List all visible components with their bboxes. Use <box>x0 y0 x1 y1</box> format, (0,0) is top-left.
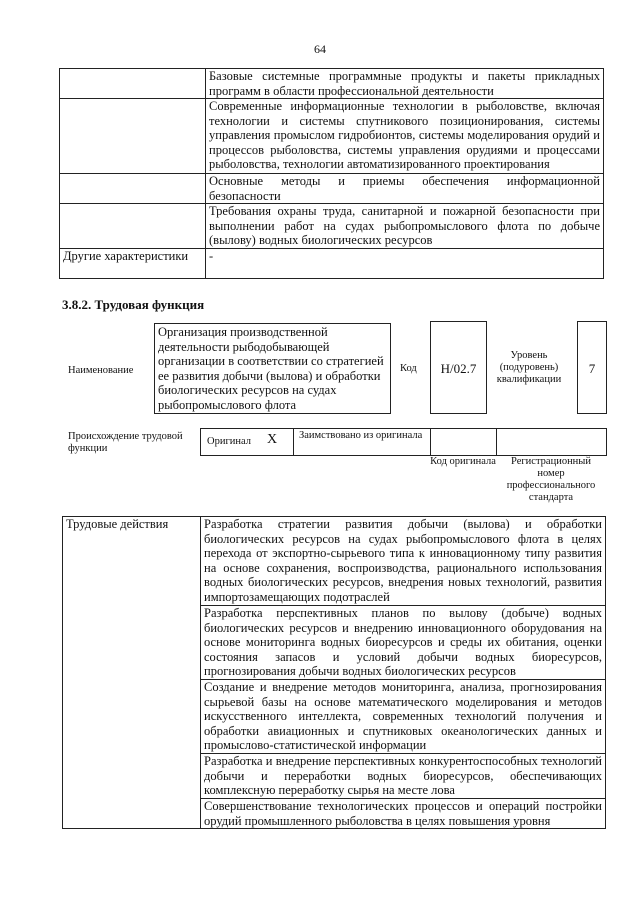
row-key <box>60 69 206 99</box>
divider <box>430 429 431 455</box>
code-box <box>430 321 487 414</box>
original-mark: X <box>267 432 278 447</box>
table-row <box>60 69 604 99</box>
row-key <box>60 99 206 174</box>
row-value: Основные методы и приемы обеспечения информационной безопасности <box>206 174 604 204</box>
code-caption: Код оригинала <box>430 456 496 467</box>
origin-row <box>200 428 607 456</box>
knowledge-table <box>59 68 604 279</box>
action-item: Разработка стратегии развития добычи (вылова) и обработки биологических ресурсов на судах рыбопромыслового флота в целях перехода от экспортно-сырьевого типа к инновационному типу развития на основе сохранения, воспроизводства, рационального использования водных биологических ресурсов, внедрения новых технологий, развития импортозамещающих подотраслей <box>201 517 606 606</box>
divider <box>293 429 294 455</box>
level-label: Уровень (подуровень) квалификации <box>496 350 562 385</box>
actions-table <box>62 516 606 829</box>
divider <box>496 429 497 455</box>
row-key <box>60 174 206 204</box>
row-key: Другие характеристики <box>60 249 206 279</box>
row-value: Требования охраны труда, санитарной и пожарной безопасности при выполнении работ на судах рыбопромыслового флота по добыче (вылову) водных биологических ресурсов <box>206 204 604 249</box>
row-value: - <box>206 249 604 279</box>
section-title: 3.8.2. Трудовая функция <box>62 297 205 312</box>
level-box <box>577 321 607 414</box>
action-item: Совершенствование технологических процессов и операций постройки орудий промышленного рыболовства в целях повышения уровня <box>201 799 606 829</box>
row-key <box>60 204 206 249</box>
origin-label: Происхождение трудовой функции <box>68 431 183 454</box>
original-label: Оригинал <box>207 436 251 447</box>
function-name-box <box>154 323 391 414</box>
action-item: Создание и внедрение методов мониторинга, анализа, прогнозирования сырьевой базы на основе математического моделирования и методов искусственного интеллекта, современных технологий получения и обработки авиационных и спутниковых океанологических данных и промыслово-статистической информации <box>201 680 606 754</box>
table-row <box>60 174 604 204</box>
action-item: Разработка и внедрение перспективных конкурентоспособных технологий добычи и переработки водных биоресурсов, обеспечивающих комплексную переработку сырья на месте лова <box>201 754 606 799</box>
code-label: Код <box>400 363 417 374</box>
name-label: Наименование <box>68 365 134 376</box>
reg-caption: Регистрационный номер профессионального стандарта <box>506 456 596 503</box>
actions-key: Трудовые действия <box>63 517 201 829</box>
table-row <box>60 204 604 249</box>
table-row <box>63 517 606 606</box>
table-row <box>60 99 604 174</box>
level-value: 7 <box>588 361 596 376</box>
code-value: Н/02.7 <box>440 361 477 376</box>
action-item: Разработка перспективных планов по вылову (добыче) водных биологических ресурсов и внедрению инновационного оборудования на основе мониторинга водных биоресурсов и среды их обитания, оценки состояния запасов и условий добычи водных биоресурсов, прогнозирования добычи водных биологических ресурсов <box>201 606 606 680</box>
borrowed-label: Заимствовано из оригинала <box>299 430 423 441</box>
function-name: Организация производственной деятельности рыбодобывающей организации в соответствии со стратегией ее развития добычи (вылова) и обработки биологических ресурсов на судах рыбопромыслового флота <box>158 325 384 412</box>
table-row <box>60 249 604 279</box>
row-value: Базовые системные программные продукты и пакеты прикладных программ в области профессиональной деятельности <box>206 69 604 99</box>
row-value: Современные информационные технологии в рыболовстве, включая технологии и системы спутникового позиционирования, системы управления промыслом гидробионтов, системы моделирования орудий и процессов рыболовства, системы управления орудиями и процессами рыболовства, технологии автоматизированного проектирования <box>206 99 604 174</box>
page-number: 64 <box>314 42 326 56</box>
